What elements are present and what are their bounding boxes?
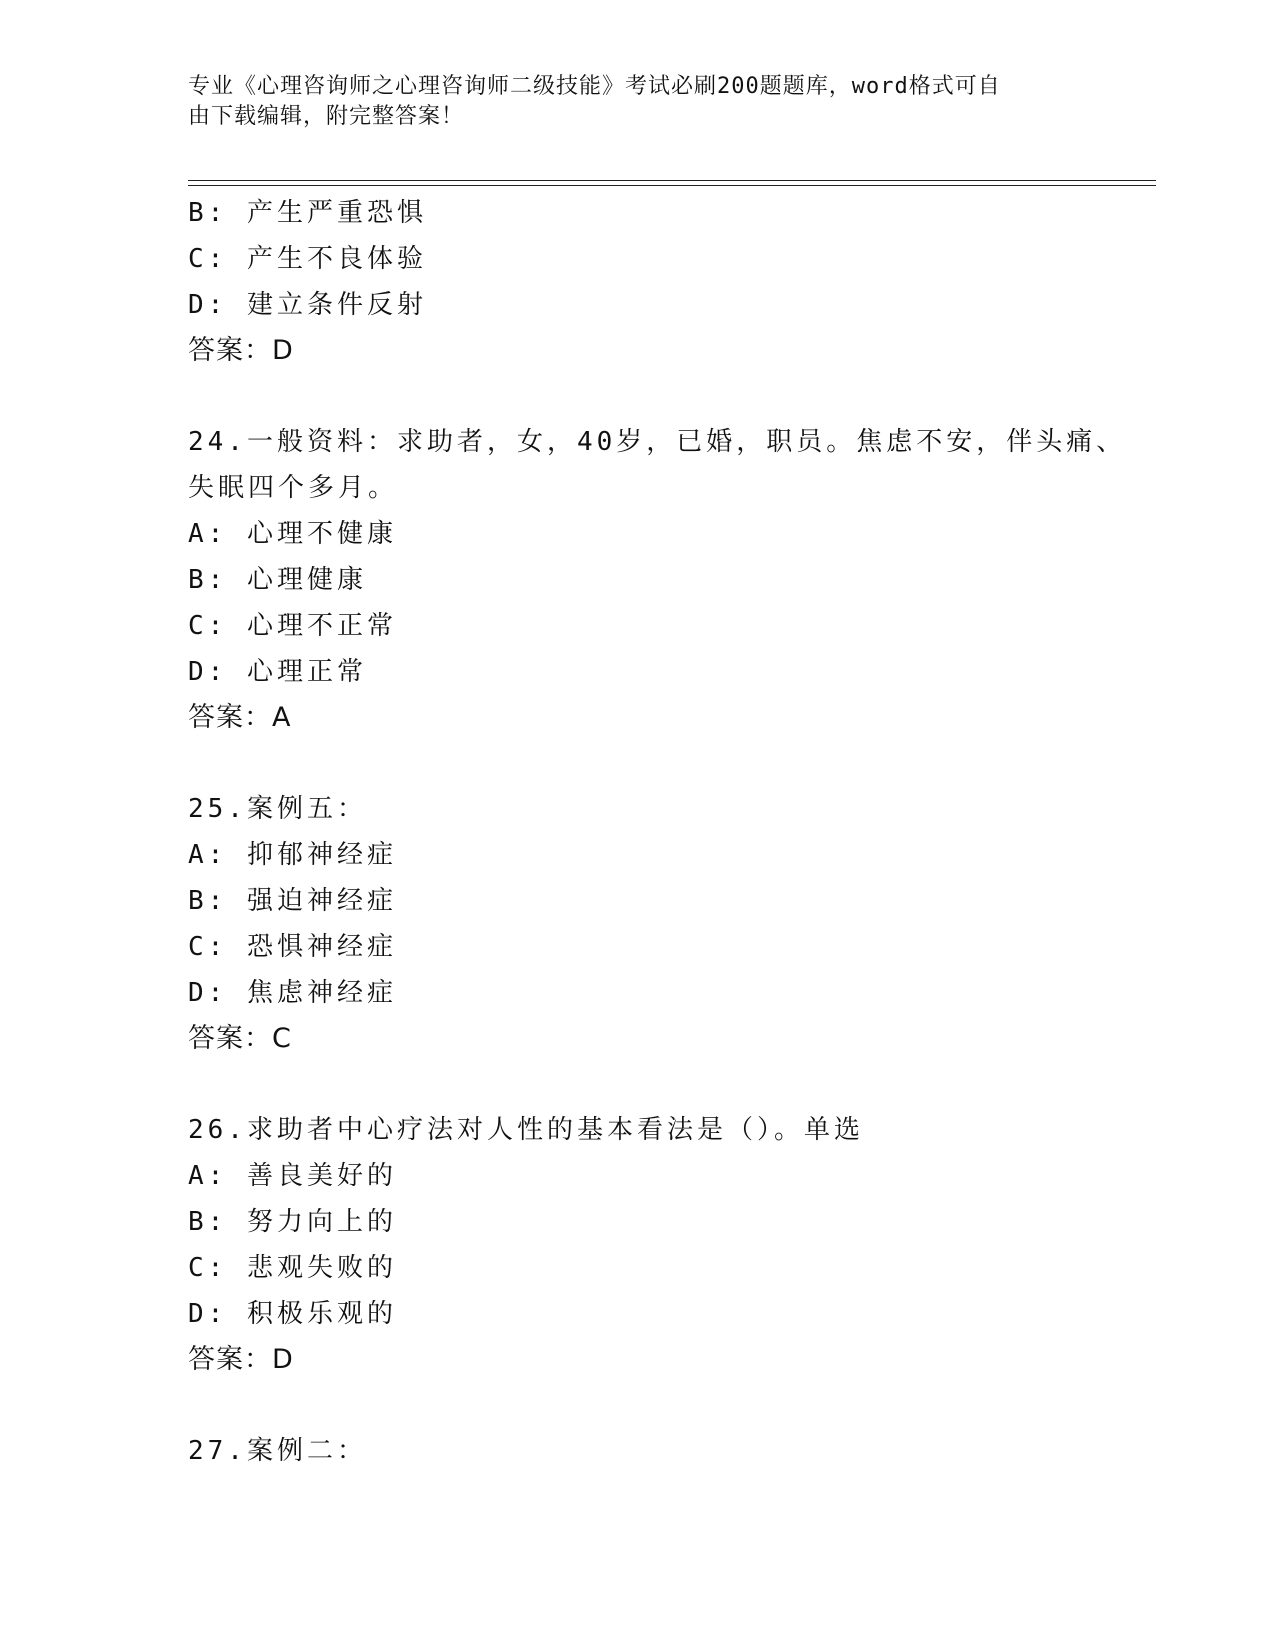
answer-line: 答案：A [188, 702, 292, 733]
header-line-1: 专业《心理咨询师之心理咨询师二级技能》考试必刷200题题库，word格式可自 [188, 74, 1001, 99]
question-stem: 24.一般资料：求助者，女，40岁，已婚，职员。焦虑不安，伴头痛、 [188, 427, 1127, 457]
option-a: A: 善良美好的 [188, 1161, 397, 1191]
question-stem: 27.案例二： [188, 1436, 367, 1466]
question-stem: 25.案例五： [188, 794, 367, 824]
option-c: C: 悲观失败的 [188, 1253, 397, 1283]
option-a: A: 心理不健康 [188, 519, 397, 549]
option-a: A: 抑郁神经症 [188, 840, 397, 870]
option-d: D: 心理正常 [188, 657, 367, 687]
document-header [188, 72, 1088, 132]
option-c: C: 恐惧神经症 [188, 932, 397, 962]
option-c: C: 产生不良体验 [188, 244, 427, 274]
header-line-2: 由下载编辑，附完整答案！ [188, 104, 465, 129]
spacer [188, 1062, 1138, 1107]
header-rule-top [188, 180, 1156, 181]
option-d: D: 建立条件反射 [188, 290, 427, 320]
header-rule-bottom [188, 185, 1156, 186]
option-d: D: 焦虑神经症 [188, 978, 397, 1008]
option-b: B: 努力向上的 [188, 1207, 397, 1237]
option-b: B: 产生严重恐惧 [188, 198, 427, 228]
option-b: B: 强迫神经症 [188, 886, 397, 916]
spacer [188, 741, 1138, 786]
option-d: D: 积极乐观的 [188, 1299, 397, 1329]
question-list [188, 190, 1138, 1474]
answer-line: 答案：D [188, 1344, 294, 1375]
answer-line: 答案：C [188, 1023, 292, 1054]
option-b: B: 心理健康 [188, 565, 367, 595]
answer-line: 答案：D [188, 335, 294, 366]
question-stem: 26.求助者中心疗法对人性的基本看法是（）。单选 [188, 1115, 864, 1145]
question-stem-continued: 失眠四个多月。 [188, 473, 399, 503]
spacer [188, 1383, 1138, 1428]
spacer [188, 374, 1138, 419]
option-c: C: 心理不正常 [188, 611, 397, 641]
